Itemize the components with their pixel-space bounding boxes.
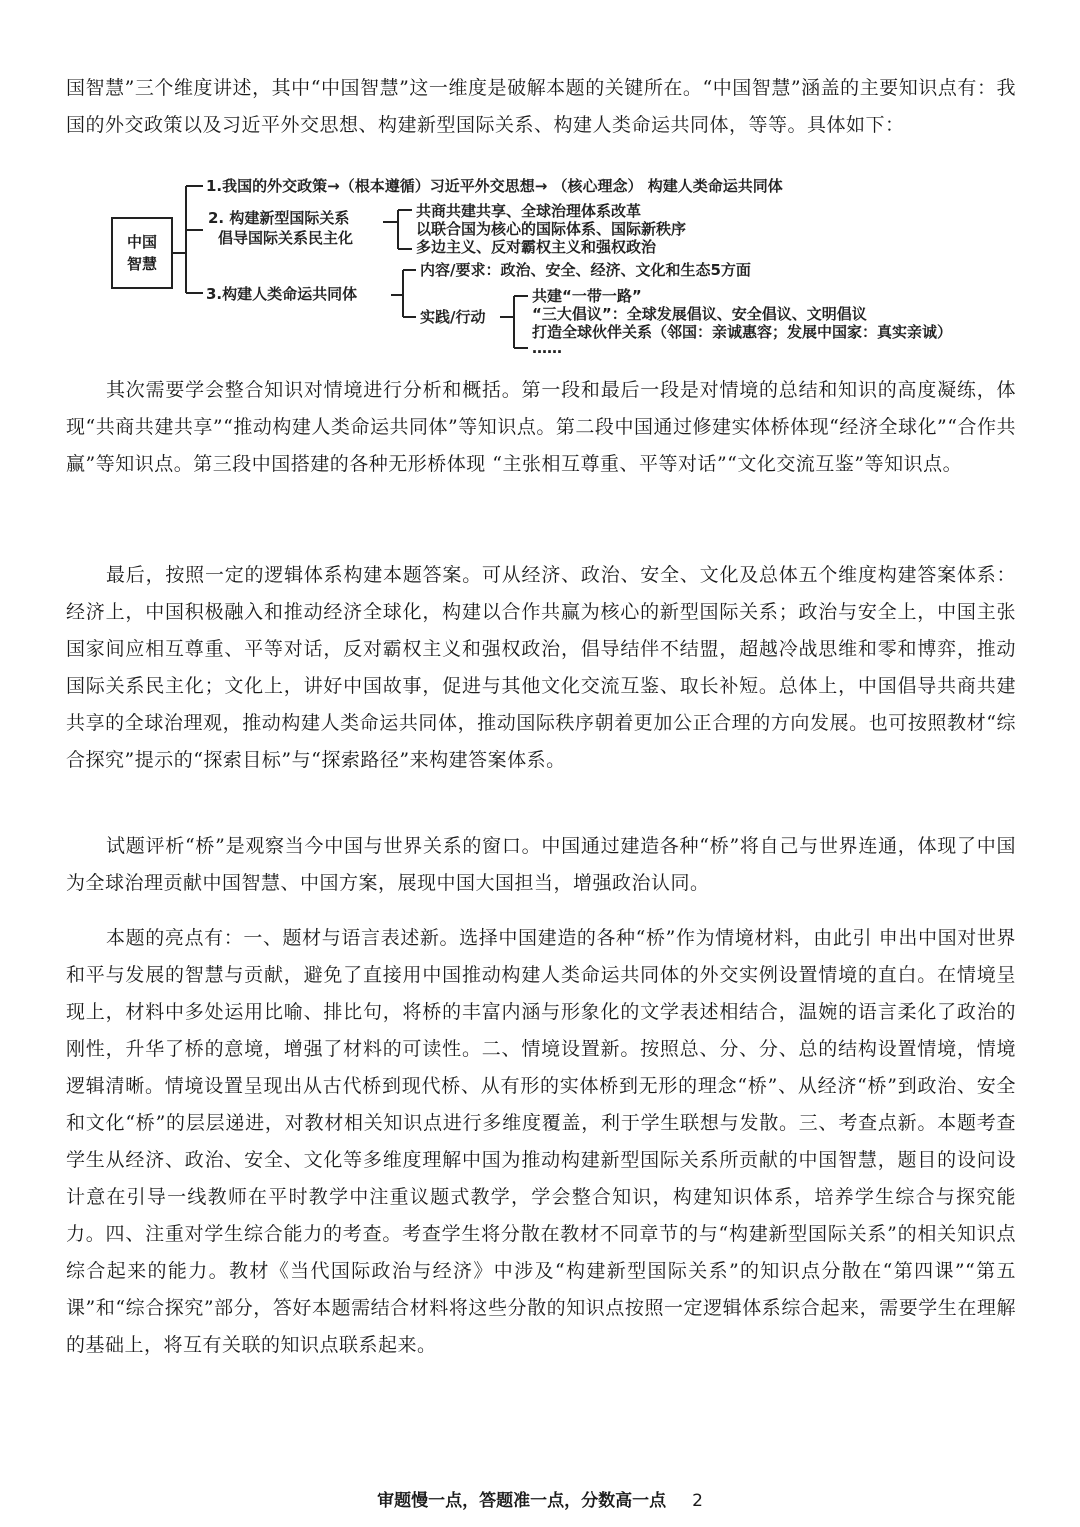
- new-relations-item: 多边主义、反对霸权主义和强权政治: [416, 238, 657, 256]
- practice-item: 共建“一带一路”: [532, 287, 642, 305]
- community-practice-label: 实践/行动: [420, 308, 486, 326]
- root-label-line2: 智慧: [126, 255, 157, 273]
- branch-community-shared-future: 3.构建人类命运共同体: [206, 285, 358, 303]
- branch-new-relations-line2: 倡导国际关系民主化: [218, 229, 354, 247]
- practice-item-ellipsis: ……: [532, 339, 562, 357]
- practice-item: “三大倡议”：全球发展倡议、安全倡议、文明倡议: [532, 305, 867, 323]
- new-relations-item: 共商共建共享、全球治理体系改革: [416, 202, 642, 220]
- new-relations-item: 以联合国为核心的国际体系、国际新秩序: [416, 220, 687, 238]
- branch-foreign-policy: 1.我国的外交政策→（根本遵循）习近平外交思想→ （核心理念） 构建人类命运共同体: [206, 177, 783, 195]
- branch-new-relations-line1: 2. 构建新型国际关系: [208, 209, 350, 227]
- community-content: 内容/要求：政治、安全、经济、文化和生态5方面: [420, 261, 751, 279]
- paragraph-answer-system: 最后，按照一定的逻辑体系构建本题答案。可从经济、政治、安全、文化及总体五个维度构建答案体系：经济上，中国积极融入和推动经济全球化，构建以合作共赢为核心的新型国际关系；政治与安全上，中国主张国家间应相互尊重、平等对话，反对霸权主义和强权政治，倡导结伴不结盟，超越冷战思维和零和博弈，推动国际关系民主化；文化上，讲好中国故事，促进与其他文化交流互鉴、取长补短。总体上，中国倡导共商共建共享的全球治理观，推动构建人类命运共同体，推动国际秩序朝着更加公正合理的方向发展。也可按照教材“综合探究”提示的“探索目标”与“探索路径”来构建答案体系。: [66, 564, 1016, 771]
- page-number: 2: [692, 1491, 703, 1511]
- paragraph-analysis: 其次需要学会整合知识对情境进行分析和概括。第一段和最后一段是对情境的总结和知识的高度凝练，体现“共商共建共享”“推动构建人类命运共同体”等知识点。第二段中国通过修建实体桥体现“经济全球化”“合作共赢”等知识点。第三段中国搭建的各种无形桥体现 “主张相互尊重、平等对话”“文化交流互鉴”等知识点。: [66, 379, 1016, 475]
- page-footer: [0, 1486, 1080, 1511]
- paragraph-highlights: 本题的亮点有：一、题材与语言表述新。选择中国建造的各种“桥”作为情境材料，由此引 申出中国对世界和平与发展的智慧与贡献，避免了直接用中国推动构建人类命运共同体的外交实例设置情境的直白。在情境呈现上，材料中多处运用比喻、排比句，将桥的丰富内涵与形象化的文学表述相结合，温婉的语言柔化了政治的刚性，升华了桥的意境，增强了材料的可读性。二、情境设置新。按照总、分、分、总的结构设置情境，情境逻辑清晰。情境设置呈现出从古代桥到现代桥、从有形的实体桥到无形的理念“桥”、从经济“桥”到政治、安全和文化“桥”的层层递进，对教材相关知识点进行多维度覆盖，利于学生联想与发散。三、考查点新。本题考查学生从经济、政治、安全、文化等多维度理解中国为推动构建新型国际关系所贡献的中国智慧，题目的设问设计意在引导一线教师在平时教学中注重议题式教学，学会整合知识，构建知识体系，培养学生综合与探究能力。四、注重对学生综合能力的考查。考查学生将分散在教材不同章节的与“构建新型国际关系”的相关知识点综合起来的能力。教材《当代国际政治与经济》中涉及“构建新型国际关系”的知识点分散在“第四课”“第五课”和“综合探究”部分，答好本题需结合材料将这些分散的知识点按照一定逻辑体系综合起来，需要学生在理解的基础上，将互有关联的知识点联系起来。: [66, 927, 1016, 1356]
- paragraph-intro: 国智慧”三个维度讲述，其中“中国智慧”这一维度是破解本题的关键所在。“中国智慧”涵盖的主要知识点有：我国的外交政策以及习近平外交思想、构建新型国际关系、构建人类命运共同体，等等。具体如下：: [66, 77, 1016, 136]
- china-wisdom-diagram: [108, 170, 1028, 360]
- practice-item: 打造全球伙伴关系（邻国：亲诚惠容；发展中国家：真实亲诚）: [532, 323, 953, 341]
- root-label-line1: 中国: [126, 233, 157, 251]
- diagram-root-node: [111, 217, 173, 289]
- paragraph-evaluation: 试题评析“桥”是观察当今中国与世界关系的窗口。中国通过建造各种“桥”将自己与世界连通，体现了中国为全球治理贡献中国智慧、中国方案，展现中国大国担当，增强政治认同。: [66, 835, 1016, 894]
- footer-slogan: 审题慢一点，答题准一点，分数高一点: [377, 1491, 667, 1511]
